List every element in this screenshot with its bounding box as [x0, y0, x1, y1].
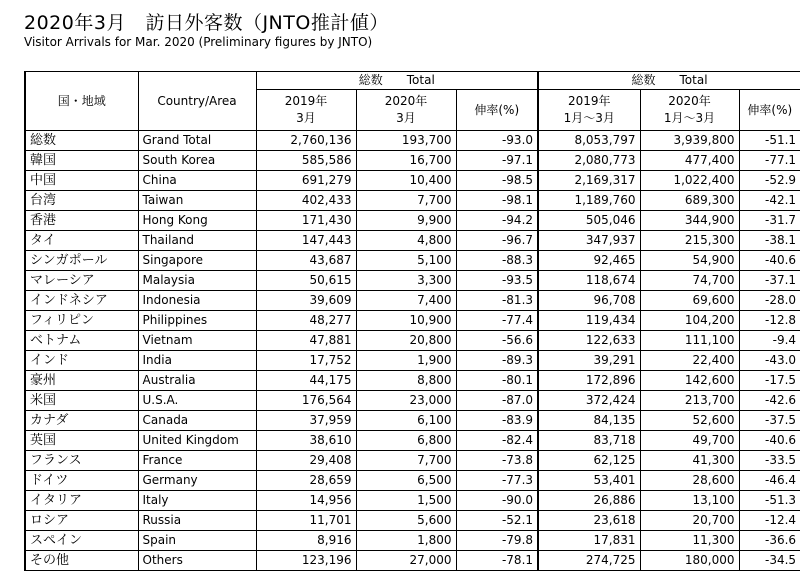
cell-country-en: Thailand	[138, 231, 256, 251]
cell-region-jp: インドネシア	[25, 291, 138, 311]
table-row	[25, 391, 800, 411]
cell-monthly-rate: -88.3	[456, 251, 538, 271]
cell-country-en: Singapore	[138, 251, 256, 271]
cell-monthly-2020: 5,100	[356, 251, 456, 271]
cell-monthly-2019: 14,956	[256, 491, 356, 511]
cell-monthly-rate: -94.2	[456, 211, 538, 231]
cell-region-jp: ベトナム	[25, 331, 138, 351]
table-row	[25, 411, 800, 431]
cell-cumulative-rate: -51.1	[739, 131, 800, 151]
cell-cumulative-2019: 83,718	[538, 431, 640, 451]
cell-monthly-rate: -80.1	[456, 371, 538, 391]
cell-cumulative-2019: 84,135	[538, 411, 640, 431]
page-title: 2020年3月 訪日外客数（JNTO推計値）	[24, 12, 389, 34]
cell-cumulative-2019: 62,125	[538, 451, 640, 471]
cell-country-en: Canada	[138, 411, 256, 431]
cell-cumulative-rate: -12.4	[739, 511, 800, 531]
cell-monthly-2020: 6,500	[356, 471, 456, 491]
cell-cumulative-2020: 111,100	[640, 331, 739, 351]
cell-cumulative-2019: 96,708	[538, 291, 640, 311]
cell-monthly-2019: 37,959	[256, 411, 356, 431]
cell-cumulative-rate: -34.5	[739, 551, 800, 571]
cell-cumulative-2019: 1,189,760	[538, 191, 640, 211]
cell-cumulative-2020: 54,900	[640, 251, 739, 271]
cell-cumulative-rate: -42.6	[739, 391, 800, 411]
cell-cumulative-rate: -28.0	[739, 291, 800, 311]
cell-monthly-rate: -56.6	[456, 331, 538, 351]
cell-cumulative-2019: 2,169,317	[538, 171, 640, 191]
cell-monthly-2020: 193,700	[356, 131, 456, 151]
table-row	[25, 171, 800, 191]
cell-monthly-rate: -90.0	[456, 491, 538, 511]
cell-cumulative-2020: 69,600	[640, 291, 739, 311]
cell-cumulative-2020: 49,700	[640, 431, 739, 451]
cell-monthly-2020: 27,000	[356, 551, 456, 571]
cell-region-jp: 韓国	[25, 151, 138, 171]
cell-country-en: Taiwan	[138, 191, 256, 211]
cell-monthly-2019: 43,687	[256, 251, 356, 271]
cell-monthly-2019: 47,881	[256, 331, 356, 351]
cell-cumulative-2020: 689,300	[640, 191, 739, 211]
cell-monthly-2020: 7,700	[356, 191, 456, 211]
cell-region-jp: フランス	[25, 451, 138, 471]
cell-monthly-2020: 7,400	[356, 291, 456, 311]
cell-region-jp: スペイン	[25, 531, 138, 551]
cell-cumulative-2019: 2,080,773	[538, 151, 640, 171]
cell-region-jp: 香港	[25, 211, 138, 231]
cell-cumulative-rate: -31.7	[739, 211, 800, 231]
cell-cumulative-rate: -37.1	[739, 271, 800, 291]
cell-monthly-2019: 2,760,136	[256, 131, 356, 151]
cell-monthly-2020: 20,800	[356, 331, 456, 351]
cell-monthly-2019: 29,408	[256, 451, 356, 471]
cell-region-jp: ドイツ	[25, 471, 138, 491]
cell-country-en: India	[138, 351, 256, 371]
cell-cumulative-rate: -17.5	[739, 371, 800, 391]
table-row	[25, 471, 800, 491]
cell-region-jp: イタリア	[25, 491, 138, 511]
cell-region-jp: フィリピン	[25, 311, 138, 331]
cell-country-en: Spain	[138, 531, 256, 551]
cell-region-jp: タイ	[25, 231, 138, 251]
header-cumulative-2020-range: 1月～3月	[663, 111, 716, 125]
cell-cumulative-2020: 3,939,800	[640, 131, 739, 151]
table-row	[25, 211, 800, 231]
header-monthly-2020-year: 2020年	[384, 94, 428, 108]
header-cumulative-rate: 伸率(%)	[739, 90, 800, 131]
cell-region-jp: その他	[25, 551, 138, 571]
cell-monthly-2019: 39,609	[256, 291, 356, 311]
cell-cumulative-rate: -9.4	[739, 331, 800, 351]
cell-monthly-2020: 5,600	[356, 511, 456, 531]
cell-cumulative-2020: 41,300	[640, 451, 739, 471]
cell-monthly-rate: -83.9	[456, 411, 538, 431]
cell-monthly-2019: 50,615	[256, 271, 356, 291]
cell-cumulative-2019: 53,401	[538, 471, 640, 491]
table-row	[25, 451, 800, 471]
cell-cumulative-2020: 215,300	[640, 231, 739, 251]
cell-country-en: Malaysia	[138, 271, 256, 291]
header-monthly-2020-month: 3月	[396, 111, 416, 125]
cell-region-jp: 米国	[25, 391, 138, 411]
cell-cumulative-2019: 122,633	[538, 331, 640, 351]
table-row	[25, 311, 800, 331]
table-row	[25, 191, 800, 211]
table-row	[25, 131, 800, 151]
cell-country-en: China	[138, 171, 256, 191]
cell-monthly-2019: 691,279	[256, 171, 356, 191]
cell-monthly-2019: 48,277	[256, 311, 356, 331]
cell-region-jp: ロシア	[25, 511, 138, 531]
cell-monthly-2020: 4,800	[356, 231, 456, 251]
cell-monthly-rate: -93.0	[456, 131, 538, 151]
table-row	[25, 231, 800, 251]
cell-cumulative-rate: -51.3	[739, 491, 800, 511]
cell-cumulative-2019: 118,674	[538, 271, 640, 291]
header-country-area: Country/Area	[138, 72, 256, 131]
cell-cumulative-2020: 344,900	[640, 211, 739, 231]
cell-cumulative-rate: -52.9	[739, 171, 800, 191]
cell-cumulative-rate: -37.5	[739, 411, 800, 431]
cell-country-en: Germany	[138, 471, 256, 491]
cell-country-en: Grand Total	[138, 131, 256, 151]
cell-monthly-2019: 11,701	[256, 511, 356, 531]
cell-monthly-rate: -89.3	[456, 351, 538, 371]
cell-country-en: U.S.A.	[138, 391, 256, 411]
cell-cumulative-2020: 22,400	[640, 351, 739, 371]
cell-cumulative-rate: -38.1	[739, 231, 800, 251]
table-row	[25, 491, 800, 511]
cell-monthly-rate: -96.7	[456, 231, 538, 251]
cell-monthly-2020: 7,700	[356, 451, 456, 471]
cell-cumulative-rate: -43.0	[739, 351, 800, 371]
header-monthly-2019-month: 3月	[296, 111, 316, 125]
cell-monthly-rate: -98.1	[456, 191, 538, 211]
cell-cumulative-2020: 104,200	[640, 311, 739, 331]
header-group-monthly-total: 総数 Total	[256, 72, 538, 90]
cell-region-jp: 総数	[25, 131, 138, 151]
cell-monthly-rate: -98.5	[456, 171, 538, 191]
cell-monthly-2020: 1,900	[356, 351, 456, 371]
cell-region-jp: 中国	[25, 171, 138, 191]
cell-monthly-2019: 28,659	[256, 471, 356, 491]
cell-monthly-2019: 38,610	[256, 431, 356, 451]
cell-country-en: Vietnam	[138, 331, 256, 351]
cell-monthly-2019: 8,916	[256, 531, 356, 551]
cell-monthly-2020: 10,900	[356, 311, 456, 331]
cell-cumulative-2020: 213,700	[640, 391, 739, 411]
table-row	[25, 151, 800, 171]
cell-cumulative-rate: -42.1	[739, 191, 800, 211]
cell-cumulative-rate: -12.8	[739, 311, 800, 331]
cell-monthly-rate: -87.0	[456, 391, 538, 411]
cell-monthly-2020: 9,900	[356, 211, 456, 231]
cell-cumulative-2020: 74,700	[640, 271, 739, 291]
cell-monthly-2019: 17,752	[256, 351, 356, 371]
cell-region-jp: マレーシア	[25, 271, 138, 291]
cell-monthly-2020: 1,800	[356, 531, 456, 551]
table-row	[25, 551, 800, 571]
table-row	[25, 351, 800, 371]
cell-monthly-rate: -52.1	[456, 511, 538, 531]
cell-region-jp: カナダ	[25, 411, 138, 431]
cell-monthly-2020: 6,800	[356, 431, 456, 451]
table-row	[25, 431, 800, 451]
cell-cumulative-2019: 372,424	[538, 391, 640, 411]
header-cumulative-2019-range: 1月～3月	[563, 111, 615, 125]
cell-monthly-rate: -81.3	[456, 291, 538, 311]
cell-country-en: Russia	[138, 511, 256, 531]
header-monthly-rate: 伸率(%)	[456, 90, 538, 131]
cell-cumulative-2020: 28,600	[640, 471, 739, 491]
cell-country-en: France	[138, 451, 256, 471]
cell-region-jp: 豪州	[25, 371, 138, 391]
cell-country-en: Philippines	[138, 311, 256, 331]
cell-cumulative-2020: 142,600	[640, 371, 739, 391]
cell-cumulative-2020: 1,022,400	[640, 171, 739, 191]
cell-monthly-rate: -78.1	[456, 551, 538, 571]
cell-cumulative-2019: 92,465	[538, 251, 640, 271]
header-monthly-2020	[356, 90, 456, 131]
table-row	[25, 371, 800, 391]
cell-monthly-2019: 402,433	[256, 191, 356, 211]
cell-cumulative-rate: -40.6	[739, 251, 800, 271]
cell-cumulative-2020: 477,400	[640, 151, 739, 171]
cell-monthly-2019: 171,430	[256, 211, 356, 231]
cell-monthly-2019: 585,586	[256, 151, 356, 171]
cell-monthly-rate: -77.4	[456, 311, 538, 331]
cell-cumulative-2020: 20,700	[640, 511, 739, 531]
header-region-jp: 国・地域	[25, 72, 138, 131]
cell-country-en: Australia	[138, 371, 256, 391]
cell-monthly-2020: 1,500	[356, 491, 456, 511]
cell-monthly-rate: -79.8	[456, 531, 538, 551]
cell-cumulative-2020: 52,600	[640, 411, 739, 431]
cell-cumulative-2020: 11,300	[640, 531, 739, 551]
cell-cumulative-2019: 23,618	[538, 511, 640, 531]
cell-country-en: Italy	[138, 491, 256, 511]
cell-cumulative-2019: 505,046	[538, 211, 640, 231]
header-monthly-2019	[256, 90, 356, 131]
table-row	[25, 531, 800, 551]
cell-monthly-2020: 6,100	[356, 411, 456, 431]
table-row	[25, 331, 800, 351]
cell-region-jp: 英国	[25, 431, 138, 451]
cell-region-jp: 台湾	[25, 191, 138, 211]
cell-monthly-2019: 147,443	[256, 231, 356, 251]
cell-monthly-2019: 44,175	[256, 371, 356, 391]
header-cumulative-2019-year: 2019年	[568, 94, 611, 108]
cell-country-en: United Kingdom	[138, 431, 256, 451]
cell-cumulative-2019: 274,725	[538, 551, 640, 571]
cell-monthly-rate: -73.8	[456, 451, 538, 471]
cell-monthly-2020: 8,800	[356, 371, 456, 391]
cell-monthly-rate: -97.1	[456, 151, 538, 171]
cell-monthly-rate: -93.5	[456, 271, 538, 291]
table-row	[25, 271, 800, 291]
cell-monthly-2020: 16,700	[356, 151, 456, 171]
table-row	[25, 251, 800, 271]
cell-cumulative-rate: -46.4	[739, 471, 800, 491]
cell-cumulative-2019: 119,434	[538, 311, 640, 331]
header-monthly-2019-year: 2019年	[284, 94, 328, 108]
header-cumulative-2019	[538, 90, 640, 131]
cell-country-en: South Korea	[138, 151, 256, 171]
cell-country-en: Indonesia	[138, 291, 256, 311]
cell-cumulative-rate: -77.1	[739, 151, 800, 171]
table-body	[25, 131, 800, 571]
cell-monthly-rate: -77.3	[456, 471, 538, 491]
cell-cumulative-rate: -36.6	[739, 531, 800, 551]
header-cumulative-2020	[640, 90, 739, 131]
cell-cumulative-rate: -33.5	[739, 451, 800, 471]
cell-country-en: Others	[138, 551, 256, 571]
header-group-cumulative-total: 総数 Total	[538, 72, 800, 90]
table-row	[25, 511, 800, 531]
cell-cumulative-rate: -40.6	[739, 431, 800, 451]
cell-cumulative-2020: 180,000	[640, 551, 739, 571]
cell-cumulative-2019: 17,831	[538, 531, 640, 551]
cell-cumulative-2019: 347,937	[538, 231, 640, 251]
cell-cumulative-2019: 172,896	[538, 371, 640, 391]
cell-cumulative-2019: 8,053,797	[538, 131, 640, 151]
cell-cumulative-2019: 26,886	[538, 491, 640, 511]
cell-monthly-2019: 123,196	[256, 551, 356, 571]
cell-cumulative-2019: 39,291	[538, 351, 640, 371]
header-cumulative-2020-year: 2020年	[668, 94, 711, 108]
cell-monthly-2019: 176,564	[256, 391, 356, 411]
cell-monthly-2020: 3,300	[356, 271, 456, 291]
cell-cumulative-2020: 13,100	[640, 491, 739, 511]
cell-monthly-rate: -82.4	[456, 431, 538, 451]
table-row	[25, 291, 800, 311]
cell-monthly-2020: 10,400	[356, 171, 456, 191]
page-subtitle: Visitor Arrivals for Mar. 2020 (Preliminary figures by JNTO)	[24, 35, 373, 49]
cell-region-jp: シンガポール	[25, 251, 138, 271]
cell-monthly-2020: 23,000	[356, 391, 456, 411]
cell-region-jp: インド	[25, 351, 138, 371]
cell-country-en: Hong Kong	[138, 211, 256, 231]
visitor-arrivals-table	[24, 71, 800, 571]
